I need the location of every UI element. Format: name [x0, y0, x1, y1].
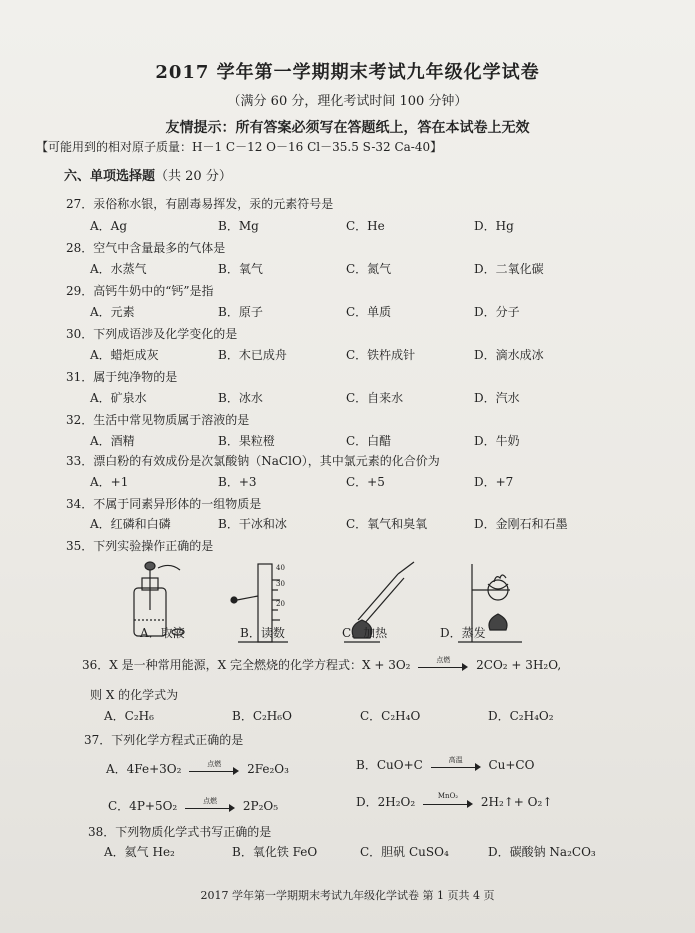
- option: C．He: [346, 219, 385, 233]
- equation-option-c: [108, 797, 278, 814]
- options-row: [90, 515, 650, 533]
- option: B．干冰和冰: [218, 517, 287, 531]
- figure-caption: A．取液: [140, 626, 185, 640]
- option: D．Hg: [474, 219, 514, 233]
- option: B．氧气: [218, 262, 263, 276]
- exam-subtitle: （满分 60 分，理化考试时间 100 分钟）: [227, 94, 468, 109]
- option: A．红磷和白磷: [90, 517, 171, 531]
- question-stem: 37．下列化学方程式正确的是: [84, 733, 244, 747]
- equation-left: D．2H₂O₂: [356, 795, 416, 809]
- question-stem: 35．下列实验操作正确的是: [66, 539, 214, 553]
- option: C．氮气: [346, 262, 392, 276]
- equation-right: 2P₂O₅: [242, 799, 279, 813]
- question-stem: 则 X 的化学式为: [90, 688, 179, 702]
- option: A．氦气 He₂: [104, 845, 175, 859]
- option: A．蜡炬成灰: [90, 348, 159, 362]
- question-stem: 33．漂白粉的有效成份是次氯酸钠（NaClO），其中氯元素的化合价为: [66, 454, 440, 468]
- svg-text:30: 30: [276, 580, 285, 588]
- options-row: [90, 303, 650, 321]
- atomic-masses: 【可能用到的相对原子质量：H－1 C－12 O－16 Cl－35.5 S-32 Ca-40】: [36, 140, 443, 154]
- equation-left: 36．X 是一种常用能源，X 完全燃烧的化学方程式：X + 3O₂: [82, 658, 411, 672]
- equation-right: 2H₂↑+ O₂↑: [480, 795, 553, 809]
- option: A．C₂H₆: [104, 709, 154, 723]
- option: D．C₂H₄O₂: [488, 709, 554, 723]
- option: B．+3: [218, 475, 257, 489]
- reaction-condition: 点燃: [436, 655, 451, 664]
- section-heading: [64, 165, 232, 184]
- option: D．二氧化碳: [474, 262, 544, 276]
- figure-caption: D．蒸发: [440, 626, 486, 640]
- equation-right: 2CO₂ + 3H₂O,: [476, 658, 562, 672]
- equation-right: 2Fe₂O₃: [247, 762, 289, 776]
- options-row: [90, 217, 650, 235]
- equation-right: Cu+CO: [488, 758, 535, 772]
- notice: 友情提示：所有答案必须写在答题纸上，答在本试卷上无效: [165, 120, 530, 136]
- reaction-condition: 高温: [448, 755, 463, 764]
- options-row: [90, 389, 650, 407]
- option: A．元素: [90, 305, 135, 319]
- option: D．+7: [474, 475, 514, 489]
- option: B．原子: [218, 305, 263, 319]
- reaction-arrow: [418, 655, 468, 671]
- option: D．分子: [474, 305, 520, 319]
- question-stem: 34．不属于同素异形体的一组物质是: [66, 497, 262, 511]
- option: D．金刚石和石墨: [474, 517, 568, 531]
- option: B．冰水: [218, 391, 263, 405]
- question-stem: 29．高钙牛奶中的“钙”是指: [66, 284, 214, 298]
- option: A．+1: [90, 475, 129, 489]
- option: D．滴水成冰: [474, 348, 544, 362]
- question-stem: 32．生活中常见物质属于溶液的是: [66, 413, 250, 427]
- options-row: [90, 432, 650, 450]
- reaction-condition: 点燃: [203, 796, 218, 805]
- svg-text:40: 40: [276, 564, 285, 572]
- option: A．酒精: [90, 434, 135, 448]
- reaction-arrow: [423, 791, 473, 808]
- exam-title: 2017 学年第一学期期末考试九年级化学试卷: [155, 62, 540, 83]
- reaction-condition: 点燃: [207, 759, 222, 768]
- equation-option-b: [356, 756, 534, 773]
- question-stem: 31．属于纯净物的是: [66, 370, 178, 384]
- page-footer: 2017 学年第一学期期末考试九年级化学试卷 第 1 页共 4 页: [200, 889, 495, 902]
- svg-text:20: 20: [276, 600, 285, 608]
- options-row: [90, 473, 650, 491]
- question-stem: 38．下列物质化学式书写正确的是: [88, 825, 272, 839]
- reaction-arrow: [431, 755, 481, 771]
- reaction-arrow: [185, 796, 235, 812]
- option: C．单质: [346, 305, 392, 319]
- equation-option-d: [356, 793, 552, 810]
- option: B．C₂H₆O: [232, 709, 292, 723]
- option: A．Ag: [90, 219, 128, 233]
- section-title: 六、单项选择题: [64, 169, 156, 184]
- question-stem: [82, 656, 561, 673]
- question-stem: 28．空气中含量最多的气体是: [66, 241, 226, 255]
- option: C．C₂H₄O: [360, 709, 421, 723]
- option: B．果粒橙: [218, 434, 275, 448]
- option: D．碳酸钠 Na₂CO₃: [488, 845, 596, 859]
- section-points: （共 20 分）: [155, 169, 232, 184]
- option: A．水蒸气: [90, 262, 147, 276]
- question-stem: 27．汞俗称水银，有剧毒易挥发，汞的元素符号是: [66, 197, 334, 211]
- option: C．+5: [346, 475, 385, 489]
- question-stem: 30．下列成语涉及化学变化的是: [66, 327, 238, 341]
- options-row: [90, 346, 650, 364]
- reaction-condition: MnO₂: [437, 791, 459, 800]
- reaction-arrow: [189, 759, 239, 775]
- equation-left: A．4Fe+3O₂: [106, 762, 182, 776]
- option: C．白醋: [346, 434, 392, 448]
- option: B．木已成舟: [218, 348, 287, 362]
- equation-left: C．4P+5O₂: [108, 799, 178, 813]
- equation-left: B．CuO+C: [356, 758, 423, 772]
- options-row: [104, 707, 664, 725]
- equation-option-a: [106, 760, 289, 777]
- options-row: [90, 260, 650, 278]
- option: C．自来水: [346, 391, 404, 405]
- option: C．氧气和臭氧: [346, 517, 428, 531]
- figure-caption: C．加热: [342, 626, 388, 640]
- option: B．氧化铁 FeO: [232, 845, 318, 859]
- option: D．牛奶: [474, 434, 520, 448]
- options-row: [104, 843, 664, 861]
- option: C．铁杵成针: [346, 348, 416, 362]
- option: A．矿泉水: [90, 391, 147, 405]
- option: D．汽水: [474, 391, 520, 405]
- figure-caption: B．读数: [240, 626, 285, 640]
- option: C．胆矾 CuSO₄: [360, 845, 449, 859]
- option: B．Mg: [218, 219, 259, 233]
